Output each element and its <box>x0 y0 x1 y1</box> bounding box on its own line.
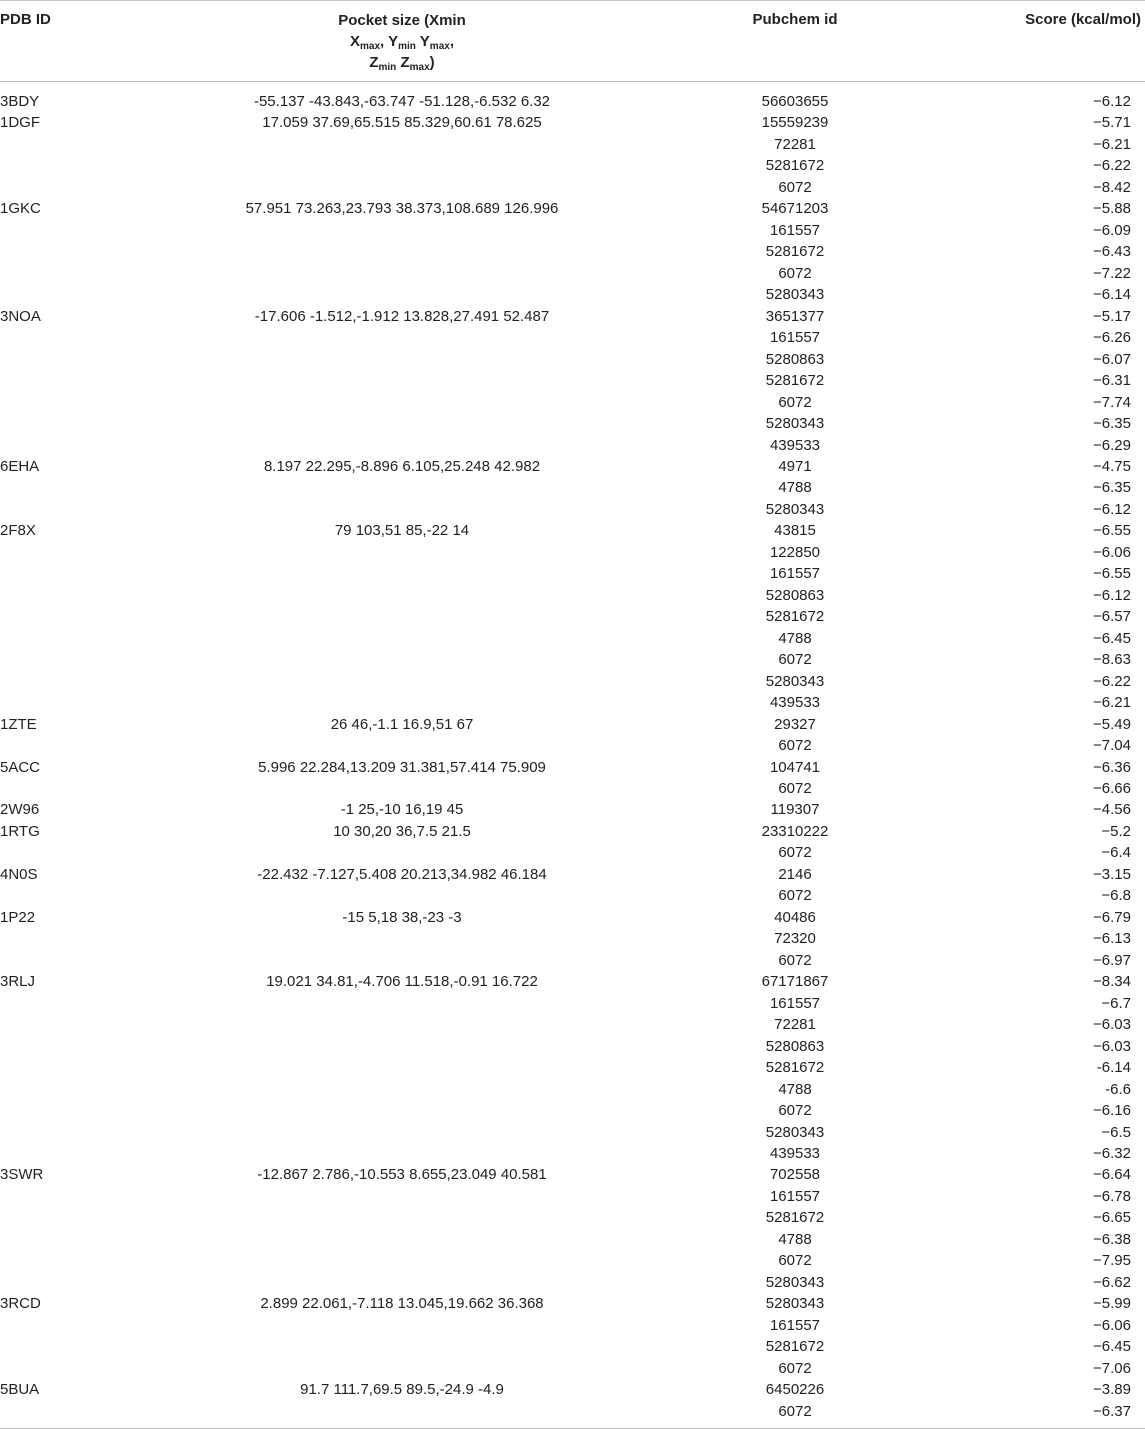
cell-pubchem-id: 3651377 <box>765 307 825 325</box>
cell-pdb-id: 3NOA <box>0 307 41 325</box>
table-row <box>0 993 1145 1014</box>
table-row <box>0 1143 1145 1164</box>
cell-pdb-id: 3RLJ <box>0 973 36 991</box>
table-row <box>0 563 1145 584</box>
table-row <box>0 1379 1145 1400</box>
table-row <box>0 692 1145 713</box>
cell-score: −6.21 <box>1093 694 1131 712</box>
cell-score: −6.5 <box>1101 1123 1131 1141</box>
cell-pubchem-id: 5281672 <box>765 157 825 175</box>
cell-pdb-id: 3RCD <box>0 1295 41 1313</box>
table-row <box>0 757 1145 778</box>
cell-score: −6.8 <box>1101 887 1131 905</box>
table-body <box>0 91 1145 1422</box>
cell-pubchem-id: 122850 <box>769 543 821 561</box>
cell-score: −6.12 <box>1093 500 1131 518</box>
cell-pubchem-id: 161557 <box>769 565 821 583</box>
cell-pocket-size: -12.867 2.786,-10.553 8.655,23.049 40.581 <box>257 1166 547 1184</box>
table-row <box>0 220 1145 241</box>
cell-score: −8.63 <box>1093 651 1131 669</box>
cell-score: −7.74 <box>1093 393 1131 411</box>
cell-pubchem-id: 104741 <box>769 758 821 776</box>
table-row <box>0 477 1145 498</box>
cell-pubchem-id: 5281672 <box>765 1338 825 1356</box>
table-row <box>0 370 1145 391</box>
cell-score: −5.2 <box>1101 822 1131 840</box>
cell-pubchem-id: 2146 <box>778 865 812 883</box>
cell-pubchem-id: 161557 <box>769 221 821 239</box>
table-row <box>0 134 1145 155</box>
cell-pdb-id: 3SWR <box>0 1166 44 1184</box>
table-row <box>0 1358 1145 1379</box>
cell-score: −8.42 <box>1093 178 1131 196</box>
table-row <box>0 821 1145 842</box>
cell-score: −7.04 <box>1093 737 1131 755</box>
header-pdb-id: PDB ID <box>0 11 51 28</box>
cell-pubchem-id: 4788 <box>778 629 812 647</box>
cell-score: −6.06 <box>1093 1316 1131 1334</box>
cell-pdb-id: 1RTG <box>0 822 40 840</box>
cell-pdb-id: 1DGF <box>0 114 41 132</box>
table-row <box>0 885 1145 906</box>
cell-score: −6.7 <box>1101 994 1131 1012</box>
cell-pocket-size: 26 46,-1.1 16.9,51 67 <box>330 715 474 733</box>
cell-pubchem-id: 6072 <box>778 844 812 862</box>
cell-pdb-id: 2F8X <box>0 522 36 540</box>
cell-score: −6.14 <box>1093 286 1131 304</box>
cell-pubchem-id: 4788 <box>778 1230 812 1248</box>
table-row <box>0 735 1145 756</box>
cell-pocket-size: -1 25,-10 16,19 45 <box>340 801 464 819</box>
cell-pubchem-id: 5280343 <box>765 415 825 433</box>
header-pubchem-id: Pubchem id <box>752 11 838 28</box>
cell-pubchem-id: 4788 <box>778 1080 812 1098</box>
cell-pdb-id: 5ACC <box>0 758 41 776</box>
cell-score: −5.17 <box>1093 307 1131 325</box>
table-row <box>0 1122 1145 1143</box>
cell-pocket-size: 10 30,20 36,7.5 21.5 <box>333 822 471 840</box>
cell-score: −6.65 <box>1093 1209 1131 1227</box>
table-row <box>0 606 1145 627</box>
table-row <box>0 1036 1145 1057</box>
table-row <box>0 177 1145 198</box>
cell-pubchem-id: 5281672 <box>765 243 825 261</box>
cell-score: −7.06 <box>1093 1359 1131 1377</box>
cell-pubchem-id: 5281672 <box>765 372 825 390</box>
cell-pubchem-id: 161557 <box>769 329 821 347</box>
cell-score: −3.15 <box>1093 865 1131 883</box>
cell-pubchem-id: 439533 <box>769 1144 821 1162</box>
cell-pubchem-id: 43815 <box>774 522 816 540</box>
cell-pubchem-id: 29327 <box>774 715 816 733</box>
cell-pubchem-id: 5280343 <box>765 500 825 518</box>
cell-score: −6.16 <box>1093 1102 1131 1120</box>
cell-pubchem-id: 439533 <box>769 694 821 712</box>
table-row <box>0 1100 1145 1121</box>
table-row <box>0 1057 1145 1078</box>
cell-score: −6.45 <box>1093 629 1131 647</box>
table-row <box>0 842 1145 863</box>
cell-pubchem-id: 5280343 <box>765 1273 825 1291</box>
cell-score: −7.95 <box>1093 1252 1131 1270</box>
cell-pubchem-id: 67171867 <box>761 973 829 991</box>
cell-pocket-size: -15 5,18 38,-23 -3 <box>342 908 462 926</box>
cell-pocket-size: -55.137 -43.843,-63.747 -51.128,-6.532 6.32 <box>253 93 551 110</box>
cell-pubchem-id: 6072 <box>778 393 812 411</box>
cell-pubchem-id: 6072 <box>778 951 812 969</box>
cell-score: −3.89 <box>1093 1381 1131 1399</box>
table-row <box>0 91 1145 112</box>
table-row <box>0 284 1145 305</box>
cell-pubchem-id: 5280343 <box>765 286 825 304</box>
cell-pdb-id: 1P22 <box>0 908 36 926</box>
table-row <box>0 112 1145 133</box>
cell-pocket-size: 79 103,51 85,-22 14 <box>334 522 470 540</box>
header-pocket-line3: $Z_{min}$ $Z_{max}$) <box>369 54 435 73</box>
table-row <box>0 241 1145 262</box>
cell-pubchem-id: 5280863 <box>765 350 825 368</box>
cell-pocket-size: 17.059 37.69,65.515 85.329,60.61 78.625 <box>262 114 542 132</box>
cell-score: −6.55 <box>1093 565 1131 583</box>
cell-score: −6.37 <box>1093 1402 1131 1420</box>
cell-pocket-size: 2.899 22.061,-7.118 13.045,19.662 36.368 <box>260 1295 544 1313</box>
cell-pubchem-id: 6072 <box>778 1102 812 1120</box>
cell-pubchem-id: 72281 <box>774 135 816 153</box>
cell-score: −6.97 <box>1093 951 1131 969</box>
table-row <box>0 1079 1145 1100</box>
cell-pubchem-id: 6072 <box>778 264 812 282</box>
cell-score: −6.64 <box>1093 1166 1131 1184</box>
table-row <box>0 799 1145 820</box>
cell-pubchem-id: 5281672 <box>765 1059 825 1077</box>
cell-score: −6.62 <box>1093 1273 1131 1291</box>
header-score: Score (kcal/mol) <box>1025 11 1141 28</box>
cell-pubchem-id: 6072 <box>778 1402 812 1420</box>
table-row <box>0 1315 1145 1336</box>
cell-pocket-size: 5.996 22.284,13.209 31.381,57.414 75.909 <box>258 758 546 776</box>
cell-pubchem-id: 5280343 <box>765 1295 825 1313</box>
cell-pdb-id: 3BDY <box>0 93 40 110</box>
table-row <box>0 864 1145 885</box>
cell-pubchem-id: 6072 <box>778 651 812 669</box>
cell-score: −6.66 <box>1093 780 1131 797</box>
table-row <box>0 413 1145 434</box>
header-rule <box>0 81 1145 82</box>
cell-pubchem-id: 6072 <box>778 780 812 797</box>
cell-score: −6.55 <box>1093 522 1131 540</box>
cell-score: −6.22 <box>1093 672 1131 690</box>
cell-score: −7.22 <box>1093 264 1131 282</box>
cell-score: −5.99 <box>1093 1295 1131 1313</box>
cell-score: −6.22 <box>1093 157 1131 175</box>
cell-score: −6.26 <box>1093 329 1131 347</box>
header-pocket-line2: $X_{max}$, $Y_{min}$ $Y_{max}$, <box>350 33 454 52</box>
cell-score: −6.4 <box>1101 844 1131 862</box>
cell-score: -6.14 <box>1096 1059 1131 1077</box>
cell-score: −6.12 <box>1093 586 1131 604</box>
cell-pocket-size: -22.432 -7.127,5.408 20.213,34.982 46.184 <box>257 865 547 883</box>
cell-pdb-id: 6EHA <box>0 457 40 475</box>
cell-score: −6.35 <box>1093 415 1131 433</box>
table-row <box>0 628 1145 649</box>
table-row <box>0 1401 1145 1422</box>
cell-score: −6.32 <box>1093 1144 1131 1162</box>
cell-pubchem-id: 6072 <box>778 887 812 905</box>
cell-score: −6.29 <box>1093 436 1131 454</box>
table-row <box>0 1164 1145 1185</box>
cell-score: −6.36 <box>1093 758 1131 776</box>
table-row <box>0 1272 1145 1293</box>
cell-score: −6.09 <box>1093 221 1131 239</box>
table-row <box>0 1207 1145 1228</box>
cell-score: −6.35 <box>1093 479 1131 497</box>
table-row <box>0 714 1145 735</box>
cell-score: −6.43 <box>1093 243 1131 261</box>
cell-pubchem-id: 5280343 <box>765 672 825 690</box>
cell-pubchem-id: 4788 <box>778 479 812 497</box>
cell-pubchem-id: 5280863 <box>765 1037 825 1055</box>
cell-score: −8.34 <box>1093 973 1131 991</box>
table-row <box>0 950 1145 971</box>
cell-pdb-id: 1ZTE <box>0 715 37 733</box>
cell-score: −6.13 <box>1093 930 1131 948</box>
table-row <box>0 778 1145 799</box>
table-row <box>0 1014 1145 1035</box>
cell-score: −6.12 <box>1093 93 1131 110</box>
table-row <box>0 671 1145 692</box>
table-row <box>0 649 1145 670</box>
cell-pubchem-id: 23310222 <box>761 822 829 840</box>
table-row <box>0 327 1145 348</box>
cell-score: −6.79 <box>1093 908 1131 926</box>
cell-score: −6.21 <box>1093 135 1131 153</box>
table-row <box>0 928 1145 949</box>
cell-pubchem-id: 702558 <box>769 1166 821 1184</box>
cell-pubchem-id: 161557 <box>769 1316 821 1334</box>
table-top-rule <box>0 0 1145 1</box>
cell-score: −6.07 <box>1093 350 1131 368</box>
table-row <box>0 1293 1145 1314</box>
cell-pocket-size: 19.021 34.81,-4.706 11.518,-0.91 16.722 <box>266 973 538 991</box>
cell-score: -6.6 <box>1105 1080 1131 1098</box>
cell-score: −4.56 <box>1093 801 1131 819</box>
cell-score: −6.06 <box>1093 543 1131 561</box>
table-row <box>0 198 1145 219</box>
cell-score: −5.88 <box>1093 200 1131 218</box>
table-row <box>0 263 1145 284</box>
cell-score: −5.49 <box>1093 715 1131 733</box>
table-row <box>0 585 1145 606</box>
cell-pubchem-id: 4971 <box>778 457 812 475</box>
cell-pocket-size: 8.197 22.295,-8.896 6.105,25.248 42.982 <box>263 457 541 475</box>
cell-pubchem-id: 56603655 <box>761 93 829 110</box>
table-row <box>0 520 1145 541</box>
table-row <box>0 1250 1145 1271</box>
cell-pubchem-id: 15559239 <box>761 114 829 132</box>
cell-pubchem-id: 119307 <box>770 801 820 819</box>
cell-pubchem-id: 161557 <box>769 994 821 1012</box>
cell-score: −6.78 <box>1093 1187 1131 1205</box>
cell-pocket-size: 57.951 73.263,23.793 38.373,108.689 126.996 <box>245 200 559 218</box>
cell-score: −6.03 <box>1093 1037 1131 1055</box>
cell-pubchem-id: 72281 <box>774 1016 816 1034</box>
table-row <box>0 1229 1145 1250</box>
cell-pubchem-id: 5280863 <box>765 586 825 604</box>
cell-pdb-id: 5BUA <box>0 1381 40 1399</box>
cell-score: −6.57 <box>1093 608 1131 626</box>
table-row <box>0 306 1145 327</box>
table-row <box>0 456 1145 477</box>
table-row <box>0 971 1145 992</box>
table-row <box>0 435 1145 456</box>
cell-pubchem-id: 5281672 <box>765 608 825 626</box>
table-row <box>0 907 1145 928</box>
cell-pubchem-id: 439533 <box>769 436 821 454</box>
cell-pubchem-id: 40486 <box>774 908 816 926</box>
table-row <box>0 392 1145 413</box>
cell-pubchem-id: 6072 <box>778 737 812 755</box>
cell-pocket-size: -17.606 -1.512,-1.912 13.828,27.491 52.487 <box>254 307 550 325</box>
table-row <box>0 349 1145 370</box>
cell-pocket-size: 91.7 111.7,69.5 89.5,-24.9 -4.9 <box>300 1381 504 1399</box>
table-bottom-rule <box>0 1428 1145 1429</box>
cell-score: −6.31 <box>1093 372 1131 390</box>
cell-pubchem-id: 6450226 <box>765 1381 825 1399</box>
cell-pdb-id: 2W96 <box>0 801 40 819</box>
cell-pubchem-id: 5281672 <box>765 1209 825 1227</box>
cell-pubchem-id: 54671203 <box>761 200 829 218</box>
table-row <box>0 1336 1145 1357</box>
cell-pubchem-id: 6072 <box>778 1252 812 1270</box>
cell-score: −6.38 <box>1093 1230 1131 1248</box>
table-row <box>0 155 1145 176</box>
cell-pubchem-id: 6072 <box>778 178 812 196</box>
header-pocket-line1: Pocket size (Xmin <box>338 12 466 29</box>
cell-score: −6.45 <box>1093 1338 1131 1356</box>
cell-score: −5.71 <box>1093 114 1131 132</box>
cell-pubchem-id: 161557 <box>769 1187 821 1205</box>
cell-pdb-id: 4N0S <box>0 865 38 883</box>
cell-score: −4.75 <box>1093 457 1131 475</box>
cell-pubchem-id: 6072 <box>778 1359 812 1377</box>
cell-pubchem-id: 72320 <box>774 930 816 948</box>
header-pocket-size <box>232 10 572 73</box>
cell-pubchem-id: 5280343 <box>765 1123 825 1141</box>
table-row <box>0 1186 1145 1207</box>
cell-score: −6.03 <box>1093 1016 1131 1034</box>
table-row <box>0 542 1145 563</box>
cell-pdb-id: 1GKC <box>0 200 41 218</box>
table-row <box>0 499 1145 520</box>
